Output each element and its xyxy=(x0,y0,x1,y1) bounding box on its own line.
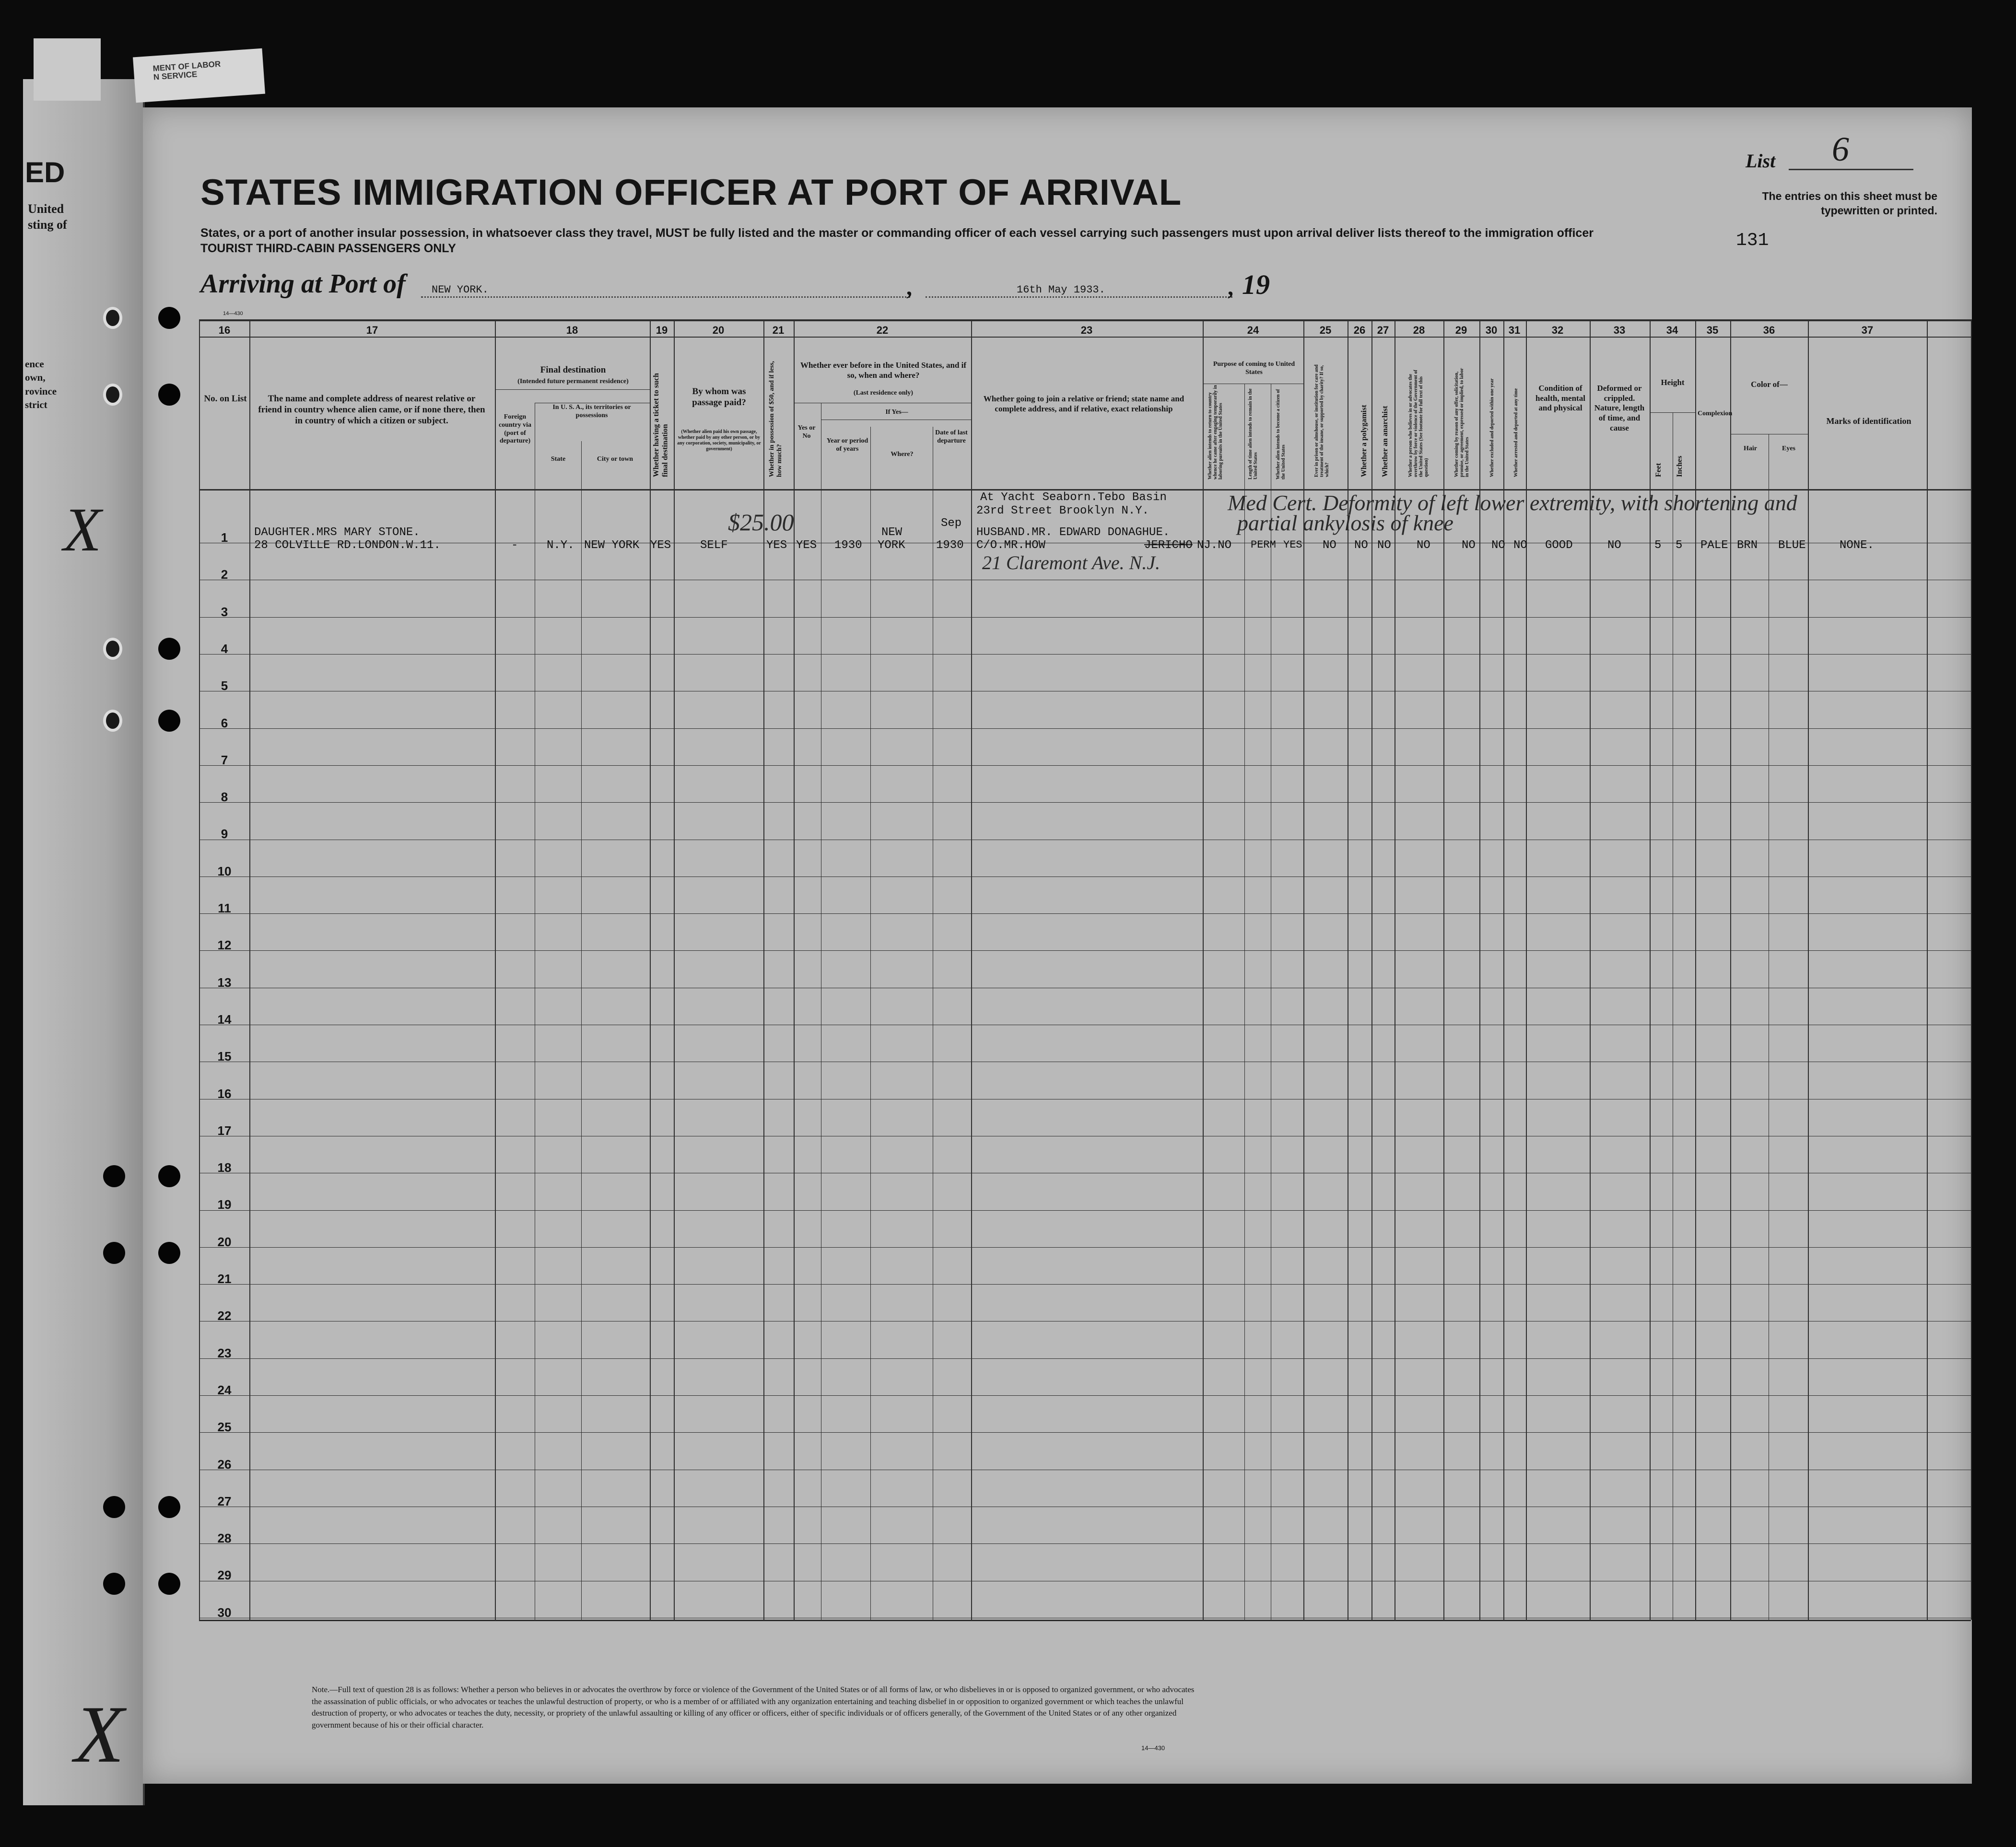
row-number: 3 xyxy=(221,605,228,619)
header-city: City or town xyxy=(597,456,633,463)
table-rule xyxy=(1650,412,1695,413)
table-rule xyxy=(674,319,675,1620)
table-rule xyxy=(199,1395,1971,1396)
sheet-number: 131 xyxy=(1736,230,1769,251)
header-last-departure: Date of last departure xyxy=(935,429,968,444)
table-rule xyxy=(199,765,1971,766)
join-state: NJ.NO xyxy=(1197,539,1232,552)
punch-hole xyxy=(158,1242,180,1264)
x-mark-lower: X xyxy=(74,1689,124,1779)
punch-hole xyxy=(103,1573,125,1595)
row-number: 29 xyxy=(217,1568,232,1582)
ticket-value: YES xyxy=(650,539,671,552)
table-rule xyxy=(199,950,1971,951)
anarchist-answer: NO xyxy=(1377,539,1391,552)
header-overthrow: Whether a person who believes in or advocates the overthrow by force or violence of the Government of the United States (See footnote for full text of this question) xyxy=(1408,370,1429,477)
list-number: 6 xyxy=(1832,130,1849,168)
port-underline xyxy=(421,296,910,298)
header-hair: Hair xyxy=(1744,445,1757,452)
header-feet: Feet xyxy=(1654,463,1663,477)
table-rule xyxy=(249,319,250,1620)
stamp-line: N SERVICE xyxy=(153,70,198,82)
table-rule xyxy=(199,1284,1971,1285)
table-rule xyxy=(199,654,1971,655)
prior-year: 1930 xyxy=(834,539,862,552)
row-number: 17 xyxy=(217,1123,232,1138)
column-number: 37 xyxy=(1861,324,1874,336)
column-number: 30 xyxy=(1485,324,1498,336)
column-number: 17 xyxy=(366,324,378,336)
column-number: 16 xyxy=(218,324,231,336)
row-number: 26 xyxy=(217,1457,232,1472)
column-number: 20 xyxy=(712,324,725,336)
column-number: 28 xyxy=(1413,324,1425,336)
row-number: 5 xyxy=(221,678,228,693)
header-eyes: Eyes xyxy=(1782,445,1795,452)
subtitle-line: States, or a port of another insular possession, in whatsoever class they travel, MUST be fully listed and the master or commanding officer of each vessel carrying such passengers must upon arrival deliver lists thereof to the immigration officer xyxy=(200,226,1594,240)
table-rule xyxy=(199,1620,1971,1621)
header-deported: Whether arrested and deported at any time xyxy=(1513,388,1519,477)
row-number: 4 xyxy=(221,642,228,656)
header-prison: Ever in prison or almshouse, or institution for care and treatment of the insane, or supported by charity? If so, which? xyxy=(1314,364,1330,477)
health-condition: GOOD xyxy=(1545,539,1573,552)
stamp-line: MENT OF LABOR xyxy=(152,59,221,73)
punch-hole xyxy=(158,307,180,329)
overthrow-answer: NO xyxy=(1417,539,1430,552)
join-care-of: C/O.MR.HOW xyxy=(976,539,1046,552)
arrival-date: 16th May 1933. xyxy=(1017,284,1105,296)
table-rule xyxy=(1808,319,1809,1620)
binding-tab xyxy=(34,38,101,101)
column-number: 34 xyxy=(1666,324,1678,336)
row-number: 30 xyxy=(217,1605,232,1620)
header-state: State xyxy=(551,456,566,463)
x-mark-upper: X xyxy=(63,495,102,564)
header-inches: Inches xyxy=(1676,456,1684,477)
column-number: 22 xyxy=(876,324,889,336)
port-value: NEW YORK. xyxy=(432,284,489,296)
column-number: 33 xyxy=(1613,324,1626,336)
prison-answer: NO xyxy=(1323,539,1336,552)
join-address-line2: 23rd Street Brooklyn N.Y. xyxy=(976,504,1149,517)
column-number: 35 xyxy=(1706,324,1719,336)
been-before: YES xyxy=(796,539,817,552)
complexion-value: PALE xyxy=(1700,539,1728,552)
left-col-line: ence xyxy=(25,358,44,370)
header-yes-no: Yes or No xyxy=(797,424,816,440)
foreign-port: - xyxy=(511,539,518,552)
column-number: 32 xyxy=(1551,324,1564,336)
column-number: 25 xyxy=(1319,324,1332,336)
row-number: 10 xyxy=(217,864,232,878)
row-number: 19 xyxy=(217,1197,232,1212)
header-ever-before-sub: (Last residence only) xyxy=(853,389,914,397)
left-page-fragment-title: ED xyxy=(25,156,65,188)
row-number: 13 xyxy=(217,975,232,990)
table-rule xyxy=(581,441,582,1620)
destination-state: N.Y. xyxy=(547,539,574,552)
height-inches: 5 xyxy=(1676,539,1683,552)
header-if-yes: If Yes— xyxy=(885,409,908,416)
polygamist-answer: NO xyxy=(1354,539,1368,552)
header-no-on-list: No. on List xyxy=(204,394,247,404)
column-number: 18 xyxy=(566,324,578,336)
header-fifty-dollars: Whether in possession of $50, and if less, how much? xyxy=(768,361,784,477)
table-rule xyxy=(199,728,1971,729)
previous-page-edge xyxy=(23,79,145,1805)
table-rule xyxy=(199,1432,1971,1433)
medical-note-line2: partial ankylosis of knee xyxy=(1237,511,1453,535)
relative-name: DAUGHTER.MRS MARY STONE. xyxy=(254,526,420,539)
row-number: 12 xyxy=(217,938,232,952)
header-final-destination: Final destination xyxy=(540,365,606,375)
punch-hole xyxy=(103,710,122,732)
table-rule xyxy=(199,1543,1971,1544)
row-number: 22 xyxy=(217,1309,232,1323)
height-feet: 5 xyxy=(1654,539,1662,552)
row-number: 27 xyxy=(217,1494,232,1508)
table-rule xyxy=(199,319,1971,321)
date-underline xyxy=(926,296,1232,298)
column-number: 21 xyxy=(772,324,785,336)
header-join-relative: Whether going to join a relative or friend; state name and complete address, and if relative, exact relationship xyxy=(983,394,1184,413)
row-number: 2 xyxy=(221,567,228,582)
hair-color: BRN xyxy=(1737,539,1758,552)
join-address-line1: At Yacht Seaborn.Tebo Basin xyxy=(980,491,1167,504)
punch-hole xyxy=(103,1242,125,1264)
table-rule xyxy=(495,319,496,1620)
footnote-question-28: Note.—Full text of question 28 is as follows: Whether a person who believes in or advocates the overthrow by force or violence of the Government of the United States or of all forms of law, or who disbelieves in or is opposed to organized government, or who advocates the assassination of public officials, or who advocates or teaches the unlawful destruction of property, or who is a member of or affiliated with any organization entertaining and teaching disbelief in or opposition to organized government or which teaches the unlawful destruction of property, or who advocates or teaches the duty, necessity, or propriety of the unlawful assaulting or killing of any officer or officers, either of specific individuals or of officers generally, of the Government of the United States or of any other organized government because of his or their official character. xyxy=(312,1685,1195,1730)
table-rule xyxy=(199,337,1971,338)
medical-note-line1: Med Cert. Deformity of left lower extremity, with shortening and xyxy=(1228,491,1797,515)
table-rule xyxy=(199,913,1971,914)
header-anarchist: Whether an anarchist xyxy=(1381,406,1389,477)
column-number: 26 xyxy=(1353,324,1366,336)
column-number: 23 xyxy=(1080,324,1093,336)
punch-hole xyxy=(158,1496,180,1518)
left-col-line: rovince xyxy=(25,385,57,397)
header-nearest-relative: The name and complete address of nearest relative or friend in country whence alien came, or if none there, then in country of which a citizen or subject. xyxy=(258,394,485,426)
header-marks: Marks of identification xyxy=(1826,416,1911,426)
passage-paid-by: SELF xyxy=(700,539,728,552)
header-health: Condition of health, mental and physical xyxy=(1535,384,1585,413)
punch-hole xyxy=(103,384,122,406)
form-code: 14—430 xyxy=(223,311,243,316)
arriving-label: Arriving at Port of xyxy=(200,269,406,299)
punch-hole xyxy=(158,638,180,660)
labor-offer-answer: NO xyxy=(1462,539,1476,552)
header-labor-offer: Whether coming by reason of any offer, solicitation, promise, or agreement, expressed or implied, to labor in the United States xyxy=(1454,368,1470,477)
punch-hole xyxy=(103,1496,125,1518)
relative-address: 28 COLVILLE RD.LONDON.W.11. xyxy=(254,539,441,552)
entries-note: The entries on this sheet must be typewritten or printed. xyxy=(1762,190,1937,217)
column-number: 27 xyxy=(1377,324,1389,336)
excluded-answer: NO xyxy=(1491,539,1505,552)
row-number: 1 xyxy=(221,530,228,545)
column-number: 36 xyxy=(1763,324,1775,336)
separator-comma: , xyxy=(906,275,912,300)
table-rule xyxy=(971,319,972,1620)
punch-hole xyxy=(158,710,180,732)
header-year-period: Year or period of years xyxy=(826,437,868,453)
join-relationship: HUSBAND.MR. EDWARD DONAGHUE. xyxy=(976,526,1170,539)
row-number: 25 xyxy=(217,1420,232,1434)
row-number: 20 xyxy=(217,1235,232,1249)
header-purpose-citizen: Whether alien intends to become a citizen of the United States xyxy=(1276,389,1286,479)
table-rule xyxy=(1244,384,1245,1620)
destination-city: NEW YORK xyxy=(584,539,640,552)
length-of-stay: PERM xyxy=(1251,539,1276,551)
subtitle-line: TOURIST THIRD-CABIN PASSENGERS ONLY xyxy=(200,242,456,255)
header-purpose-return: Whether alien intends to return to country whence he came after engaging temporarily in laboring pursuits in the United States xyxy=(1207,385,1223,479)
departure-year: 1930 xyxy=(936,539,964,552)
column-number: 29 xyxy=(1455,324,1467,336)
header-purpose: Purpose of coming to United States xyxy=(1213,361,1295,376)
punch-hole xyxy=(103,1165,125,1187)
intends-citizen: YES xyxy=(1283,539,1302,551)
row-number: 7 xyxy=(221,753,228,767)
left-page-column-header xyxy=(25,357,57,411)
row-number: 28 xyxy=(217,1531,232,1545)
table-rule xyxy=(1203,319,1204,1620)
has-fifty-dollars: YES xyxy=(766,539,787,552)
deformed-answer: NO xyxy=(1607,539,1621,552)
table-rule xyxy=(199,1210,1971,1211)
page-subtitle xyxy=(200,225,1615,256)
column-number: 24 xyxy=(1247,324,1259,336)
row-number: 15 xyxy=(217,1049,232,1064)
column-number: 19 xyxy=(656,324,668,336)
left-col-line: strict xyxy=(25,399,47,411)
header-color-of: Color of— xyxy=(1751,380,1788,389)
header-where: Where? xyxy=(891,451,914,458)
page-title: STATES IMMIGRATION OFFICER AT PORT OF ARRIVAL xyxy=(200,172,1182,213)
join-struck-text: JERICHO xyxy=(1144,539,1193,552)
table-rule xyxy=(199,1358,1971,1359)
table-rule xyxy=(199,319,200,1620)
header-in-usa: In U. S. A., its territories or possessions xyxy=(552,404,631,419)
header-ticket: Whether having a ticket to such final destination xyxy=(652,373,669,477)
left-col-line: own, xyxy=(25,372,46,384)
table-rule xyxy=(1971,319,1972,1620)
row-number: 8 xyxy=(221,790,228,804)
left-fragment-line: sting of xyxy=(28,217,67,232)
header-complexion: Complexion xyxy=(1698,410,1733,417)
departure-month: Sep xyxy=(941,517,962,530)
column-number: 31 xyxy=(1508,324,1521,336)
list-label: List xyxy=(1746,150,1776,172)
table-rule xyxy=(870,427,871,1620)
left-fragment-line: United xyxy=(28,202,64,216)
header-height: Height xyxy=(1661,378,1685,387)
left-page-fragment-text xyxy=(28,201,67,233)
row-number: 24 xyxy=(217,1383,232,1397)
table-rule xyxy=(199,802,1971,803)
separator-comma: , xyxy=(1228,275,1233,300)
header-passage-paid: By whom was passage paid? xyxy=(692,386,746,408)
manifest-sheet xyxy=(143,107,1972,1784)
deported-answer: NO xyxy=(1513,539,1527,552)
list-underline xyxy=(1789,169,1913,170)
prior-where-line2: YORK xyxy=(878,539,905,552)
eye-color: BLUE xyxy=(1778,539,1806,552)
row-number: 21 xyxy=(217,1272,232,1286)
punch-hole xyxy=(103,307,122,329)
header-passage-paid-sub: (Whether alien paid his own passage, whether paid by any other person, or by any corporation, society, municipality, or government) xyxy=(677,429,761,452)
header-foreign-country: Foreign country via (port of departure) xyxy=(498,413,532,445)
money-handwritten: $25.00 xyxy=(728,509,794,536)
row-number: 6 xyxy=(221,716,228,730)
row-number: 18 xyxy=(217,1160,232,1175)
row-number: 23 xyxy=(217,1346,232,1360)
punch-hole xyxy=(103,638,122,660)
table-rule xyxy=(199,617,1971,618)
row-number: 14 xyxy=(217,1012,232,1027)
header-polygamist: Whether a polygamist xyxy=(1360,405,1368,477)
prior-where-line1: NEW xyxy=(881,526,903,539)
table-rule xyxy=(650,319,651,1620)
header-ever-before: Whether ever before in the United States, and if so, when and where? xyxy=(800,361,967,380)
header-deformed: Deformed or crippled. Nature, length of time, and cause xyxy=(1594,384,1645,433)
punch-hole xyxy=(158,1573,180,1595)
row-number: 9 xyxy=(221,827,228,841)
join-handwritten-address: 21 Claremont Ave. N.J. xyxy=(982,552,1160,573)
table-rule xyxy=(199,1247,1971,1248)
year-prefix: 19 xyxy=(1242,269,1270,300)
form-number: 14—430 xyxy=(1141,1744,1165,1752)
header-excluded: Whether excluded and deported within one year xyxy=(1489,378,1495,477)
row-number: 16 xyxy=(217,1087,232,1101)
identification-marks: NONE. xyxy=(1840,539,1875,552)
punch-hole xyxy=(158,384,180,406)
table-rule xyxy=(1927,319,1928,1620)
department-stamp xyxy=(133,48,265,103)
row-number: 11 xyxy=(218,901,231,915)
table-rule xyxy=(495,389,650,390)
header-purpose-length: Length of time alien intends to remain in the United States xyxy=(1248,388,1258,479)
header-final-destination-sub: (Intended future permanent residence) xyxy=(517,378,629,385)
punch-hole xyxy=(158,1165,180,1187)
